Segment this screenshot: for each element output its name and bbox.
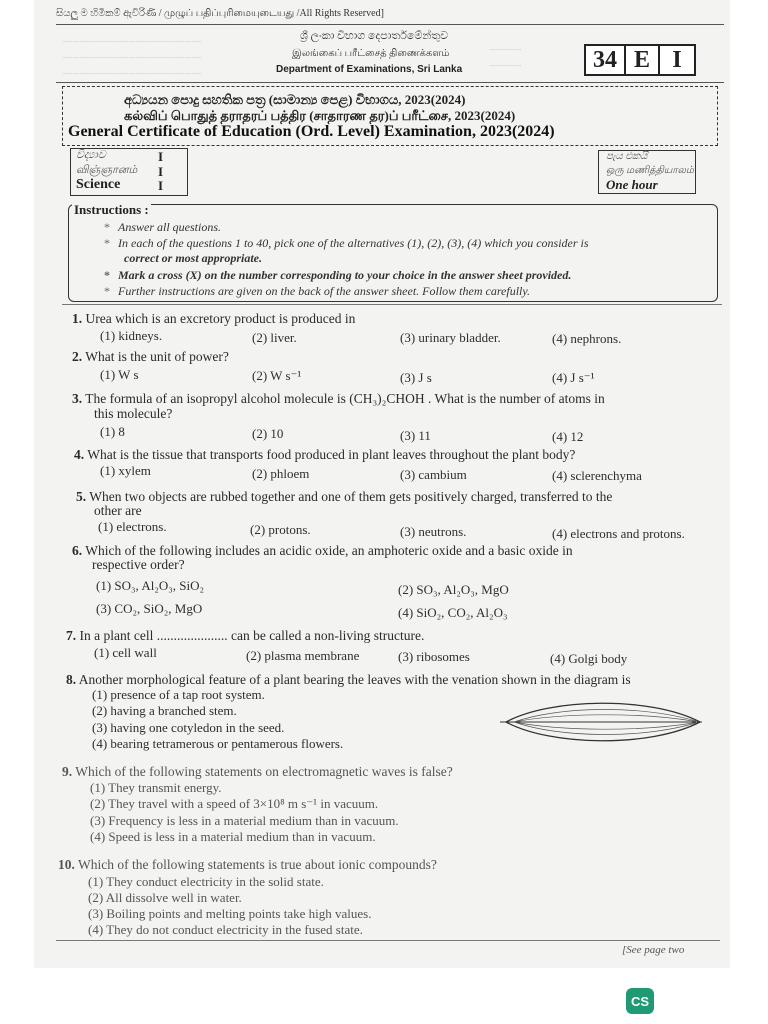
paper-code-part: I — [658, 44, 696, 76]
q8-option-4: (4) bearing tetramerous or pentamerous flowers. — [92, 736, 344, 751]
q3-option-4: (4) 12 — [552, 429, 584, 444]
dept-sinhala: ශ්‍රී ලංකා විභාග දෙපාර්තමේන්තුව — [300, 30, 449, 42]
q9-option-1: (1) They transmit energy. — [90, 780, 222, 795]
exam-title-sinhala: අධ්‍යයන පොදු සහතික පත්‍ර (සාමාන්‍ය පෙළ) විභාගය, 2023(2024) — [124, 92, 466, 107]
paper-code-letter: E — [624, 44, 660, 76]
asterisk-icon: * — [104, 268, 110, 282]
q3-option-1: (1) 8 — [100, 424, 125, 439]
instruction-item: * Mark a cross (X) on the number corresponding to your choice in the answer sheet provided. — [104, 268, 572, 282]
leaf-vein — [514, 715, 696, 722]
instructions-title: Instructions : — [74, 202, 149, 217]
question-8: 8. Another morphological feature of a plant bearing the leaves with the venation shown in the diagram is — [66, 672, 631, 687]
watermark-text: .................. — [490, 44, 522, 52]
asterisk-icon: * — [104, 220, 110, 234]
exam-title-english: General Certificate of Education (Ord. Level) Examination, 2023(2024) — [68, 123, 555, 140]
header-rule-top — [56, 24, 724, 25]
rights-reserved: සියලු ම හිමිකම් ඇවිරිණි / முழுப் பதிப்புரிமையுடையது /All Rights Reserved] — [56, 8, 384, 19]
leaf-venation-diagram — [500, 694, 710, 750]
asterisk-icon: * — [104, 236, 110, 250]
subject-tamil: விஞ்ஞானம் — [76, 164, 138, 176]
q8-option-3: (3) having one cotyledon in the seed. — [92, 720, 285, 735]
q5-option-2: (2) protons. — [250, 522, 311, 537]
subject-english: Science — [76, 177, 121, 192]
instruction-item: * Answer all questions. — [104, 220, 222, 234]
dept-english: Department of Examinations, Sri Lanka — [276, 64, 463, 75]
duration-tamil: ஒரு மணித்தியாலம் — [606, 165, 694, 176]
question-6: 6. Which of the following includes an acidic oxide, an amphoteric oxide and a basic oxide in — [72, 543, 573, 558]
q10-option-1: (1) They conduct electricity in the solid state. — [88, 874, 324, 889]
watermark-text: ................................................................................ — [62, 52, 202, 60]
question-4: 4. What is the tissue that transports food produced in plant leaves throughout the plant body? — [74, 447, 576, 462]
instruction-item: * In each of the questions 1 to 40, pick one of the alternatives (1), (2), (3), (4) which you consider is — [104, 236, 589, 250]
duration-english: One hour — [606, 177, 658, 192]
leaf-vein — [514, 709, 696, 722]
instruction-item: * Further instructions are given on the back of the answer sheet. Follow them carefully. — [104, 284, 531, 298]
question-1: 1. Urea which is an excretory product is produced in — [72, 311, 356, 326]
q4-option-4: (4) sclerenchyma — [552, 468, 642, 483]
q7-option-1: (1) cell wall — [94, 645, 157, 660]
leaf-vein — [514, 722, 696, 729]
q1-option-3: (3) urinary bladder. — [400, 330, 501, 345]
q2-option-4: (4) J s⁻¹ — [552, 370, 595, 385]
camscanner-badge: CS — [626, 988, 654, 1014]
question-5: 5. When two objects are rubbed together and one of them gets positively charged, transferred to the — [76, 489, 613, 504]
subject-paper-2: I — [158, 164, 164, 179]
q5-option-1: (1) electrons. — [98, 519, 167, 534]
instruction-item-continued: correct or most appropriate. — [124, 251, 262, 265]
q7-option-4: (4) Golgi body — [550, 651, 628, 666]
question-2: 2. What is the unit of power? — [72, 349, 229, 364]
exam-title-tamil: கல்விப் பொதுத் தராதரப் பத்திர (சாதாரண தர)ப் பரீட்சை, 2023(2024) — [124, 108, 516, 123]
q6-option-2: (2) SO₃, Al₂O₃, MgO — [398, 582, 509, 597]
q2-option-1: (1) W s — [100, 367, 139, 382]
q10-option-2: (2) All dissolve well in water. — [88, 890, 242, 905]
q4-option-2: (2) phloem — [252, 466, 310, 481]
q4-option-3: (3) cambium — [400, 467, 467, 482]
q3-option-3: (3) 11 — [400, 428, 431, 443]
see-page-two: [See page two — [622, 944, 685, 956]
duration-sinhala: පැය එකයි — [606, 151, 648, 162]
watermark-text: ................................................................................ — [62, 68, 202, 76]
q3-option-2: (2) 10 — [252, 426, 284, 441]
asterisk-icon: * — [104, 284, 110, 298]
q10-option-4: (4) They do not conduct electricity in the fused state. — [88, 922, 363, 937]
paper-code-number: 34 — [584, 44, 626, 76]
q8-option-1: (1) presence of a tap root system. — [92, 687, 265, 702]
question-3-continued: this molecule? — [94, 406, 173, 421]
watermark-text: ................................................................................ — [62, 36, 202, 44]
q5-option-4: (4) electrons and protons. — [552, 526, 685, 541]
subject-paper-1: I — [158, 149, 164, 164]
q6-option-3: (3) CO₂, SiO₂, MgO — [96, 601, 203, 616]
q9-option-4: (4) Speed is less in a material medium than in vacuum. — [90, 829, 376, 844]
question-6-continued: respective order? — [92, 557, 185, 572]
q1-option-4: (4) nephrons. — [552, 331, 622, 346]
q4-option-1: (1) xylem — [100, 463, 151, 478]
q1-option-2: (2) liver. — [252, 330, 297, 345]
q6-option-4: (4) SiO₂, CO₂, Al₂O₃ — [398, 605, 508, 620]
q7-option-3: (3) ribosomes — [398, 649, 470, 664]
question-3: 3. The formula of an isopropyl alcohol molecule is (CH₃)₂CHOH . What is the number of atoms in — [72, 391, 605, 406]
q8-option-2: (2) having a branched stem. — [92, 703, 237, 718]
q7-option-2: (2) plasma membrane — [246, 648, 360, 663]
watermark-text: .................. — [490, 60, 522, 68]
subject-paper-3: I — [158, 178, 164, 193]
question-7: 7. In a plant cell ..................... can be called a non-living structure. — [66, 628, 425, 643]
q10-option-3: (3) Boiling points and melting points take high values. — [88, 906, 372, 921]
footer-rule — [56, 940, 720, 941]
question-9: 9. Which of the following statements on electromagnetic waves is false? — [62, 764, 453, 779]
q9-option-3: (3) Frequency is less in a material medium than in vacuum. — [90, 813, 399, 828]
dept-tamil: இலங்கைப் பரீட்சைத் திணைக்களம் — [292, 48, 450, 59]
leaf-vein — [514, 722, 696, 735]
section-divider — [62, 304, 722, 305]
q2-option-3: (3) J s — [400, 370, 432, 385]
question-5-continued: other are — [94, 503, 142, 518]
q1-option-1: (1) kidneys. — [100, 328, 163, 343]
q6-option-1: (1) SO₃, Al₂O₃, SiO₂ — [96, 578, 205, 593]
header-rule-bottom — [56, 82, 724, 83]
q2-option-2: (2) W s⁻¹ — [252, 368, 302, 383]
subject-sinhala: විද්‍යාව — [76, 149, 106, 161]
question-10: 10. Which of the following statements is true about ionic compounds? — [58, 857, 437, 872]
q5-option-3: (3) neutrons. — [400, 524, 467, 539]
q9-option-2: (2) They travel with a speed of 3×10⁸ m s⁻¹ in vacuum. — [90, 796, 379, 811]
